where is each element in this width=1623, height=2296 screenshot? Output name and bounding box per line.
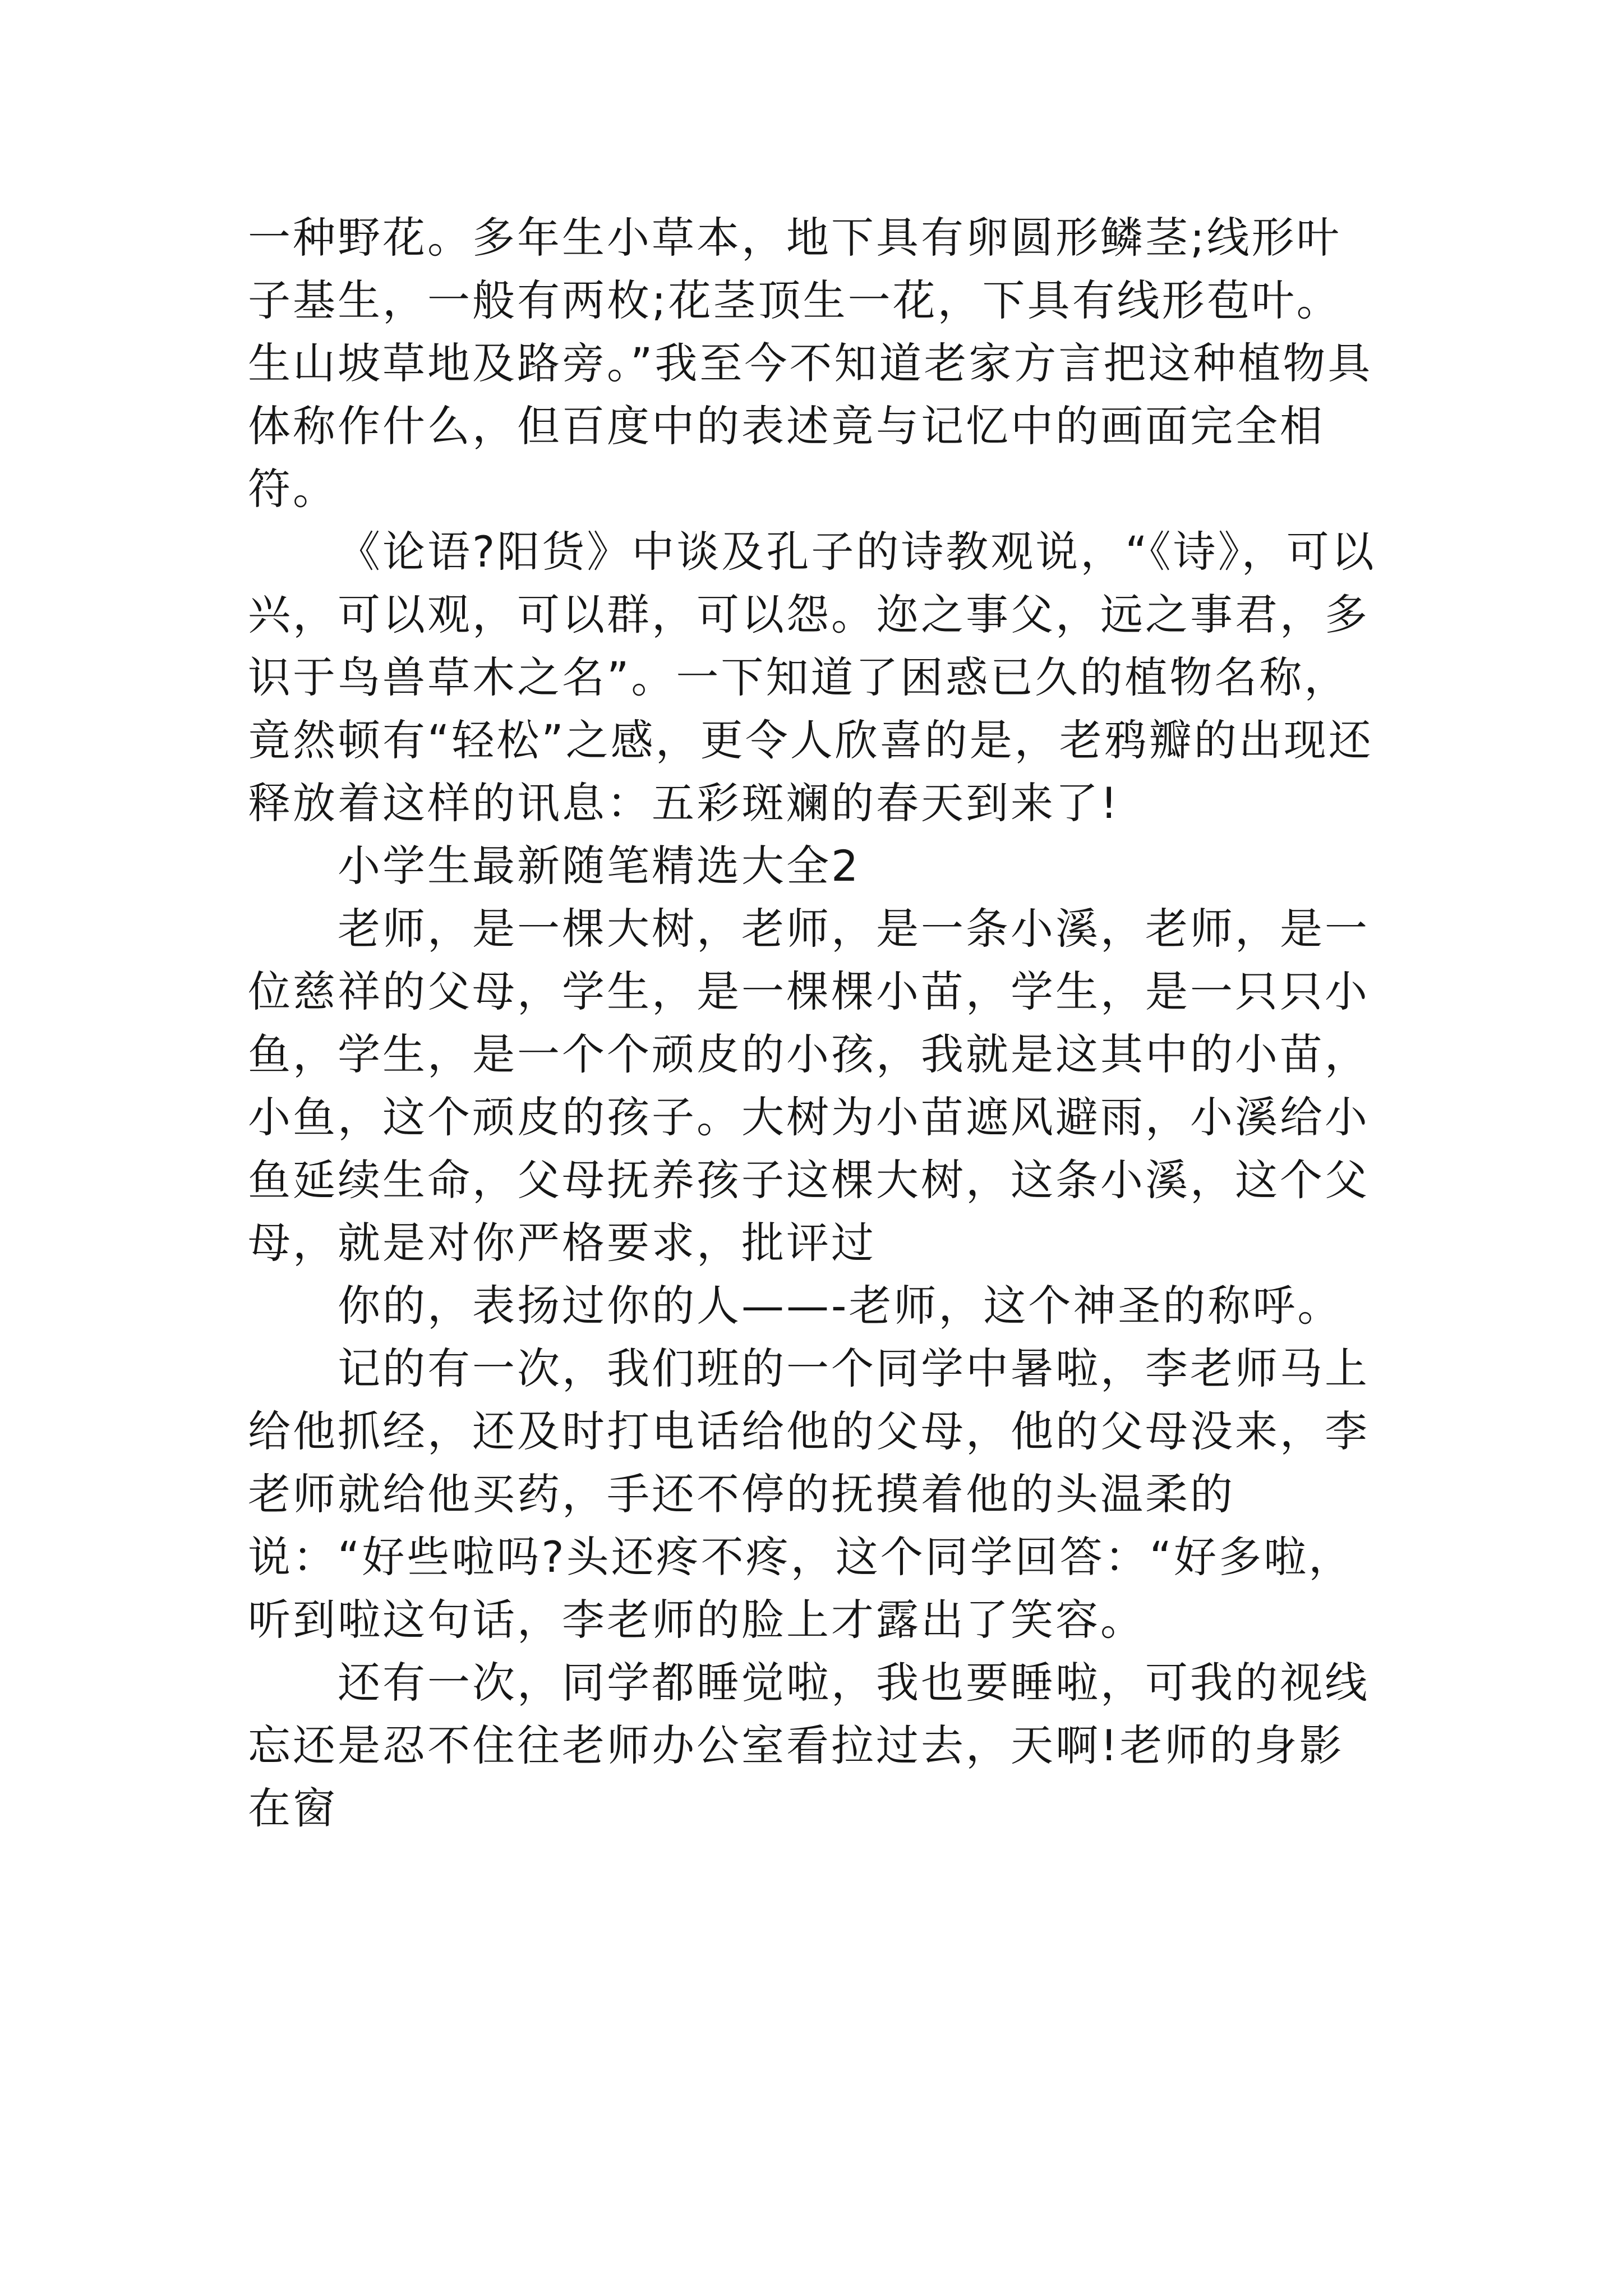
paragraph-1: 一种野花。多年生小草本，地下具有卵圆形鳞茎;线形叶子基生，一般有两枚;花茎顶生一花，下具有线形苞叶。生山坡草地及路旁。”我至今不知道老家方言把这种植物具体称作什么，但百度中的表述竟与记忆中的画面完全相符。 <box>248 213 1373 514</box>
section-heading: 小学生最新随笔精选大全2 <box>338 841 861 891</box>
paragraph-4: 你的，表扬过你的人——-老师，这个神圣的称呼。 <box>338 1281 1343 1331</box>
document-body <box>248 206 1381 1840</box>
paragraph-3: 老师，是一棵大树，老师，是一条小溪，老师，是一位慈祥的父母，学生，是一棵棵小苗，学生，是一只只小鱼，学生，是一个个顽皮的小孩，我就是这其中的小苗，小鱼，这个顽皮的孩子。大树为小苗遮风避雨，小溪给小鱼延续生命，父母抚养孩子这棵大树，这条小溪，这个父母，就是对你严格要求，批评过 <box>248 904 1370 1268</box>
paragraph-6: 还有一次，同学都睡觉啦，我也要睡啦，可我的视线忘还是忍不住往老师办公室看拉过去，天啊!老师的身影在窗 <box>248 1658 1370 1833</box>
paragraph-5: 记的有一次，我们班的一个同学中暑啦，李老师马上给他抓经，还及时打电话给他的父母，他的父母没来，李老师就给他买药，手还不停的抚摸着他的头温柔的说：“好些啦吗?头还疼不疼，这个同学回答：“好多啦，听到啦这句话，李老师的脸上才露出了笑容。 <box>248 1343 1370 1645</box>
paragraph-2: 《论语?阳货》中谈及孔子的诗教观说，“《诗》，可以兴，可以观，可以群，可以怨。迩之事父，远之事君，多识于鸟兽草木之名”。一下知道了困惑已久的植物名称，竟然顿有“轻松”之感，更令人欣喜的是，老鸦瓣的出现还释放着这样的讯息：五彩斑斓的春天到来了! <box>248 527 1376 828</box>
